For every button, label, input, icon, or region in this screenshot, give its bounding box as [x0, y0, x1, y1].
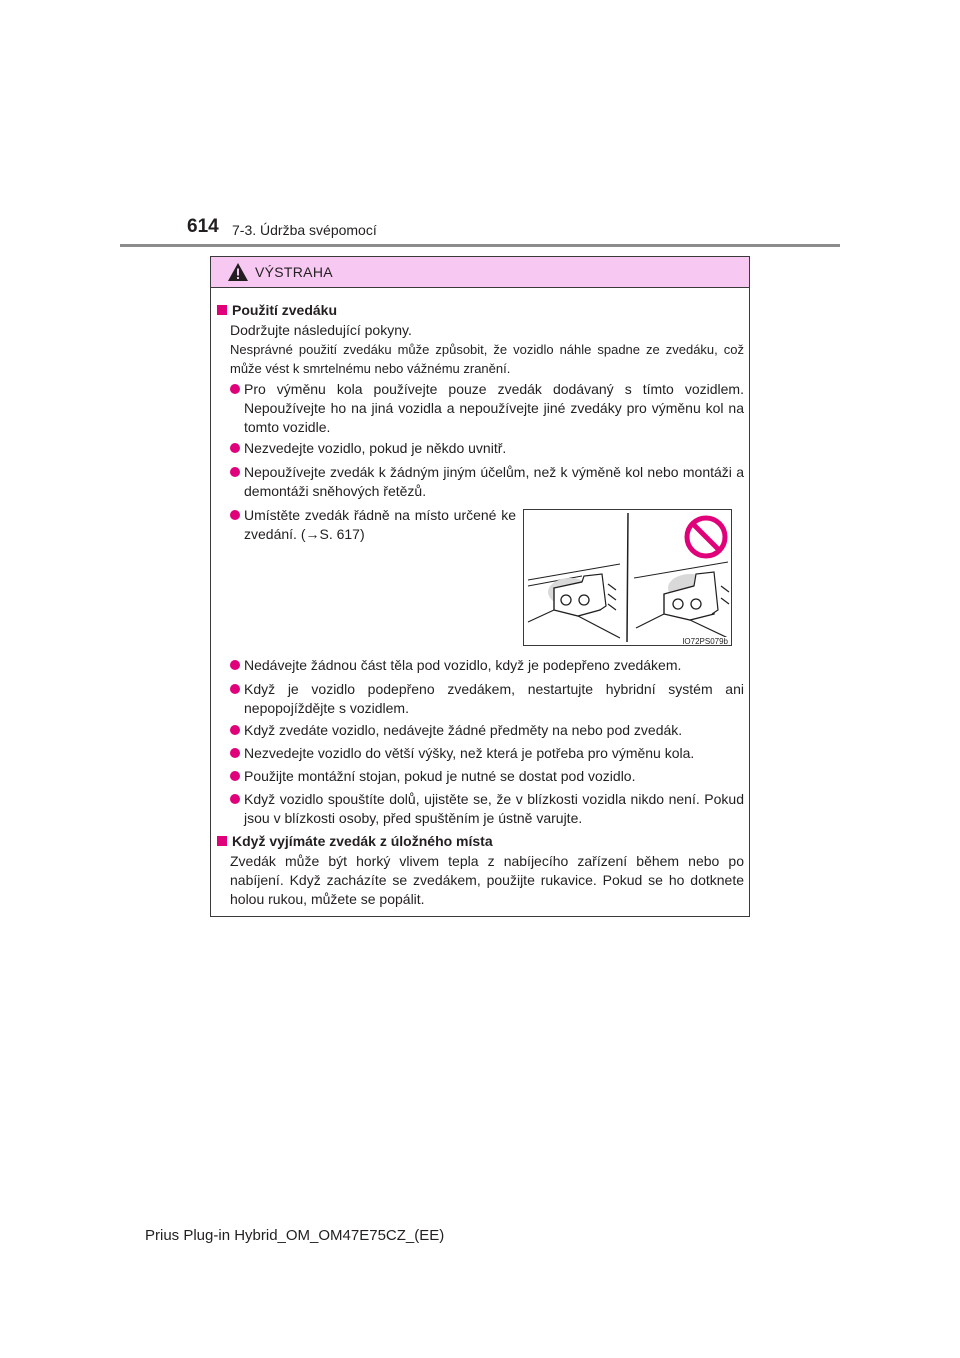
square-bullet-icon: [217, 305, 227, 315]
section-heading: Použití zvedáku: [217, 302, 337, 318]
list-item: Pro výměnu kola používejte pouze zvedák dodávaný s tímto vozidlem. Nepoužívejte ho na jiná vozidla a nepoužívejte jiné zvedáky pro výměnu kol na tomto vozidle.: [230, 380, 744, 437]
list-item: Nedávejte žádnou část těla pod vozidlo, když je podepřeno zvedákem.: [230, 656, 744, 675]
list-item: Nezvedejte vozidlo do větší výšky, než která je potřeba pro výměnu kola.: [230, 744, 744, 763]
warning-triangle-icon: [227, 262, 249, 282]
square-bullet-icon: [217, 836, 227, 846]
list-item: Když je vozidlo podepřeno zvedákem, nestartujte hybridní systém ani nepopojíždějte s vozidlem.: [230, 680, 744, 718]
jack-diagram: [524, 510, 731, 645]
jack-placement-illustration: [523, 509, 732, 646]
bullet-dot-icon: [230, 794, 240, 804]
list-item: Nepoužívejte zvedák k žádným jiným účelům, než k výměně kol nebo montáži a demontáži sněhových řetězů.: [230, 463, 744, 501]
list-item: Když zvedáte vozidlo, nedávejte žádné předměty na nebo pod zvedák.: [230, 721, 744, 740]
illustration-code: IO72PS079b: [682, 637, 728, 645]
note-text: Nesprávné použití zvedáku může způsobit, že vozidlo náhle spadne ze zvedáku, což může vést k smrtelnému nebo vážnému zranění.: [230, 342, 744, 376]
warning-header: [211, 257, 749, 288]
bullet-dot-icon: [230, 467, 240, 477]
bullet-dot-icon: [230, 443, 240, 453]
list-item: Nezvedejte vozidlo, pokud je někdo uvnitř.: [230, 439, 744, 458]
list-item: Když vozidlo spouštíte dolů, ujistěte se, že v blízkosti vozidla nikdo není. Pokud jsou v blízkosti osoby, před spuštěním je ústně varujte.: [230, 790, 744, 828]
page-number: 614: [187, 216, 219, 237]
section-title: 7-3. Údržba svépomocí: [232, 222, 377, 238]
list-item: Umístěte zvedák řádně na místo určené ke zvedání. (→S. 617): [230, 506, 516, 544]
bullet-dot-icon: [230, 510, 240, 520]
intro-text: Dodržujte následující pokyny.: [230, 322, 412, 338]
bullet-dot-icon: [230, 725, 240, 735]
prohibition-icon: [687, 518, 725, 556]
list-item: Použijte montážní stojan, pokud je nutné se dostat pod vozidlo.: [230, 767, 744, 786]
bullet-dot-icon: [230, 684, 240, 694]
bullet-dot-icon: [230, 748, 240, 758]
section-heading: Když vyjímáte zvedák z úložného místa: [217, 833, 493, 849]
document-footer: Prius Plug-in Hybrid_OM_OM47E75CZ_(EE): [145, 1227, 445, 1244]
bullet-dot-icon: [230, 660, 240, 670]
body-text: Zvedák může být horký vlivem tepla z nabíjecího zařízení během nebo po nabíjení. Když zacházíte se zvedákem, použijte rukavice. Pokud se ho dotknete holou rukou, můžete se popálit.: [230, 853, 744, 907]
bullet-dot-icon: [230, 771, 240, 781]
warning-title: VÝSTRAHA: [255, 264, 333, 280]
header-rule: [120, 244, 840, 247]
bullet-dot-icon: [230, 384, 240, 394]
